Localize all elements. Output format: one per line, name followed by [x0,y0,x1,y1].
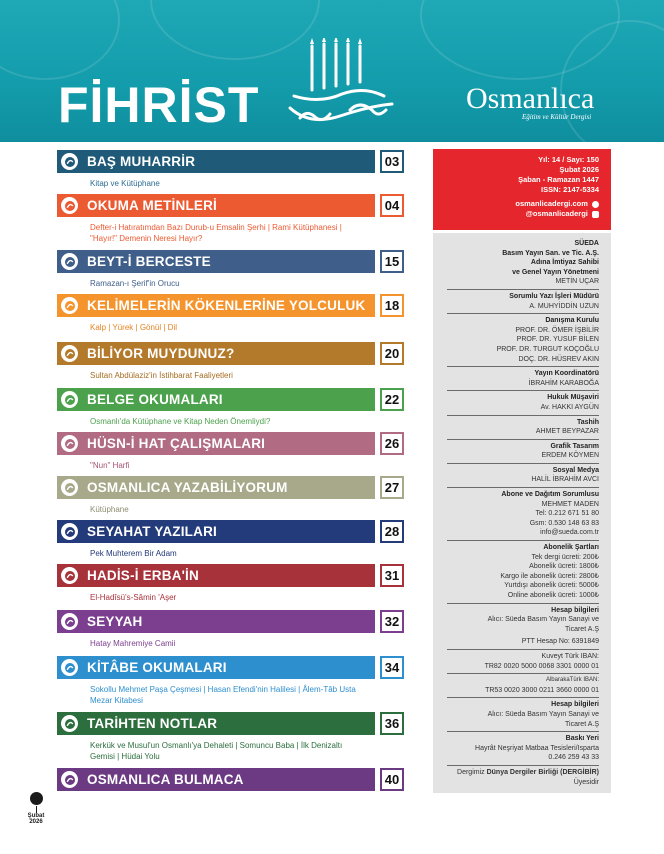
divider [447,439,599,440]
publisher-block: SÜEDA Basım Yayın San. ve Tic. A.Ş. Adına İmtiyaz Sahibi ve Genel Yayın Yönetmeni METİN UÇAR [502,240,599,286]
toc-entry[interactable] [57,712,404,762]
section-description: Sultan Abdülaziz'in İstihbarat Faaliyetleri [90,371,233,380]
divider [447,697,599,698]
subscription-terms-block: Abonelik Şartları Tek dergi ücreti: 200₺ Abonelik ücreti: 1800₺ Kargo ile abonelik ücreti: 2800₺ Yurtdışı abonelik ücreti: 5000₺ Online abonelik ücreti: 1000₺ [500,544,599,599]
social-handle[interactable]: @osmanlicadergi [525,209,588,218]
albaraka-iban-block: AlbarakaTürk IBAN: TR53 0020 3000 0211 3660 0000 01 [485,677,599,694]
brand-logo: Osmanlıca [466,82,595,115]
section-title[interactable]: OSMANLICA BULMACA [87,772,244,787]
section-header-bar[interactable] [57,712,404,735]
printing-block: Baskı Yeri Hayrât Neşriyat Matbaa Tesisleri/Isparta 0.246 259 43 33 [475,735,599,762]
section-header-bar[interactable] [57,342,404,365]
page-number[interactable]: 18 [380,294,404,317]
masthead [433,233,611,793]
toc-entry[interactable] [57,342,404,381]
section-title[interactable]: SEYAHAT YAZILARI [87,524,217,539]
globe-icon [592,201,599,208]
page-number[interactable]: 36 [380,712,404,735]
kuveyt-iban-block: Kuveyt Türk IBAN: TR82 0020 5000 0068 3301 0000 01 [484,652,599,670]
section-header-bar[interactable] [57,432,404,455]
section-title[interactable]: HADİS-İ ERBA'İN [87,568,199,583]
section-description: El-Hadîsü's-Sâmin 'Aşer [90,593,177,602]
section-title[interactable]: HÜSN-İ HAT ÇALIŞMALARI [87,436,266,451]
toc-entry[interactable] [57,388,404,427]
page-number[interactable]: 34 [380,656,404,679]
toc-entry[interactable] [57,432,404,471]
divider [447,731,599,732]
page-number[interactable]: 04 [380,194,404,217]
section-description: Osmanlı'da Kütüphane ve Kitap Neden Önemliydi? [90,417,271,426]
section-description: Defter-i Hatıratımdan Bazı Durub-u Emsalin Şerhi | Rami Kütüphanesi | "Hayır!" Demenin Neresi Hayır? [90,223,342,243]
bank-account-block: Hesap bilgileri Alıcı: Süeda Basım Yayın Sanayi ve Ticaret A.Ş PTT Hesap No: 6391849 [487,606,599,646]
page-number[interactable]: 31 [380,564,404,587]
section-header-bar[interactable] [57,150,404,173]
logo-icon [61,567,78,584]
logo-icon [61,771,78,788]
page-number[interactable]: 26 [380,432,404,455]
page-number[interactable]: 15 [380,250,404,273]
editor-block: Sorumlu Yazı İşleri Müdürü A. MUHYİDDİN UZUN [509,292,599,310]
social-icon [592,211,599,218]
toc-entry[interactable] [57,294,404,333]
logo-icon [61,345,78,362]
email-link[interactable]: info@sueda.com.tr [540,529,599,537]
section-header-bar[interactable] [57,610,404,633]
issue-info-box [433,149,611,230]
section-description: Kalp | Yürek | Gönül | Dil [90,323,178,332]
logo-icon [61,253,78,270]
section-title[interactable]: KİTÂBE OKUMALARI [87,660,227,675]
logo-icon [61,297,78,314]
advisory-board-block: Danışma Kurulu PROF. DR. ÖMER İŞBİLİR PROF. DR. YUSUF BİLEN PROF. DR. TURGUT KOÇOĞLU DOÇ. DR. HÜSREV AKIN [496,317,599,363]
divider [447,765,599,766]
legal-block: Hukuk Müşaviri Av. HAKKI AYGÜN [540,394,599,411]
section-description: Hatay Mahremiye Camii [90,639,176,648]
website-line [433,199,599,209]
divider [447,603,599,604]
issue-number: Yıl: 14 / Sayı: 150 [538,155,599,164]
logo-icon [61,659,78,676]
divider [36,806,37,813]
toc-entry[interactable] [57,150,404,189]
page-number[interactable]: 40 [380,768,404,791]
page-number[interactable]: 22 [380,388,404,411]
section-title[interactable]: OKUMA METİNLERİ [87,198,217,213]
section-header-bar[interactable] [57,388,404,411]
toc-entry[interactable] [57,520,404,559]
section-description: Kütüphane [90,505,129,514]
section-description: Sokollu Mehmet Paşa Çeşmesi | Hasan Efendi'nin Halilesi | Âlem-Tâb Usta Mezar Kitabesi [90,685,356,705]
toc-entry[interactable] [57,768,404,791]
social-media-block: Sosyal Medya HALİL İBRAHİM AVCI [531,466,599,484]
page-number[interactable]: 20 [380,342,404,365]
logo-icon [61,391,78,408]
page-number[interactable]: 28 [380,520,404,543]
divider [447,289,599,290]
logo-icon [61,197,78,214]
divider [447,415,599,416]
logo-icon [30,792,43,805]
section-title[interactable]: SEYYAH [87,614,143,629]
toc-entry[interactable] [57,476,404,515]
section-title[interactable]: OSMANLICA YAZABİLİYORUM [87,480,288,495]
page-title: FİHRİST [58,77,260,133]
toc-entry[interactable] [57,610,404,649]
logo-icon [61,479,78,496]
section-header-bar[interactable] [57,520,404,543]
brand-subtitle: Eğitim ve Kültür Dergisi [522,113,592,121]
divider [447,649,599,650]
logo-icon [61,435,78,452]
section-header-bar[interactable] [57,768,404,791]
page-number[interactable]: 32 [380,610,404,633]
section-title[interactable]: BİLİYOR MUYDUNUZ? [87,346,235,361]
toc-entry[interactable] [57,564,404,603]
section-title[interactable]: KELİMELERİN KÖKENLERİNE YOLCULUK [87,298,366,313]
toc-entry[interactable] [57,194,404,244]
website-link[interactable]: osmanlicadergi.com [515,199,588,208]
logo-icon [61,153,78,170]
toc-entry[interactable] [57,250,404,289]
calligraphy-icon [280,38,400,134]
issue-months: Şaban - Ramazan 1447 [518,175,599,184]
issn: ISSN: 2147-5334 [541,185,599,194]
section-description: Kitap ve Kütüphane [90,179,160,188]
section-header-bar[interactable] [57,194,404,217]
footer-year: 2026 [29,819,43,825]
section-description: Ramazan-ı Şerif'in Orucu [90,279,180,288]
bank-account-block-2: Hesap bilgileri Alıcı: Süeda Basım Yayın Sanayi ve Ticaret A.Ş [487,701,599,728]
section-header-bar[interactable] [57,250,404,273]
divider [447,673,599,674]
divider [447,487,599,488]
section-description: Pek Muhterem Bir Adam [90,549,177,558]
ornament-pattern [0,0,120,80]
logo-icon [61,613,78,630]
logo-icon [61,715,78,732]
membership-block: Dergimiz Dünya Dergiler Birliği (DERGİBİR) Üyesidir [457,768,599,786]
divider [447,313,599,314]
proofreading-block: Tashih AHMET BEYPAZAR [535,418,599,436]
divider [447,366,599,367]
page-number[interactable]: 03 [380,150,404,173]
section-description: "Nun" Harfi [90,461,130,470]
section-header-bar[interactable] [57,294,404,317]
section-header-bar[interactable] [57,656,404,679]
header-banner [0,0,664,142]
section-header-bar[interactable] [57,476,404,499]
section-title[interactable]: TARİHTEN NOTLAR [87,716,218,731]
toc-entry[interactable] [57,656,404,706]
issue-date: Şubat 2026 [559,165,599,174]
section-title[interactable]: BELGE OKUMALARI [87,392,223,407]
section-title[interactable]: BAŞ MUHARRİR [87,154,196,169]
logo-icon [61,523,78,540]
footer-month: Şubat [27,813,45,819]
coordinator-block: Yayın Koordinatörü İBRAHİM KARABOĞA [528,370,599,387]
page-footer-mark [26,792,46,825]
section-header-bar[interactable] [57,564,404,587]
divider [447,390,599,391]
section-title[interactable]: BEYT-İ BERCESTE [87,254,211,269]
divider [447,463,599,464]
social-line [433,209,599,219]
subscription-contact-block: Abone ve Dağıtım Sorumlusu MEHMET MADEN Tel: 0.212 671 51 80 Gsm: 0.530 148 63 83 info@sueda.com.tr [433,490,611,538]
section-description: Kerkük ve Musul'un Osmanlı'ya Dehaleti | Somuncu Baba | İlk Denizaltı Gemisi | Hüdai Yolu [90,741,343,761]
divider [447,540,599,541]
design-block: Grafik Tasarım ERDEM KÖYMEN [541,442,599,460]
page-number[interactable]: 27 [380,476,404,499]
